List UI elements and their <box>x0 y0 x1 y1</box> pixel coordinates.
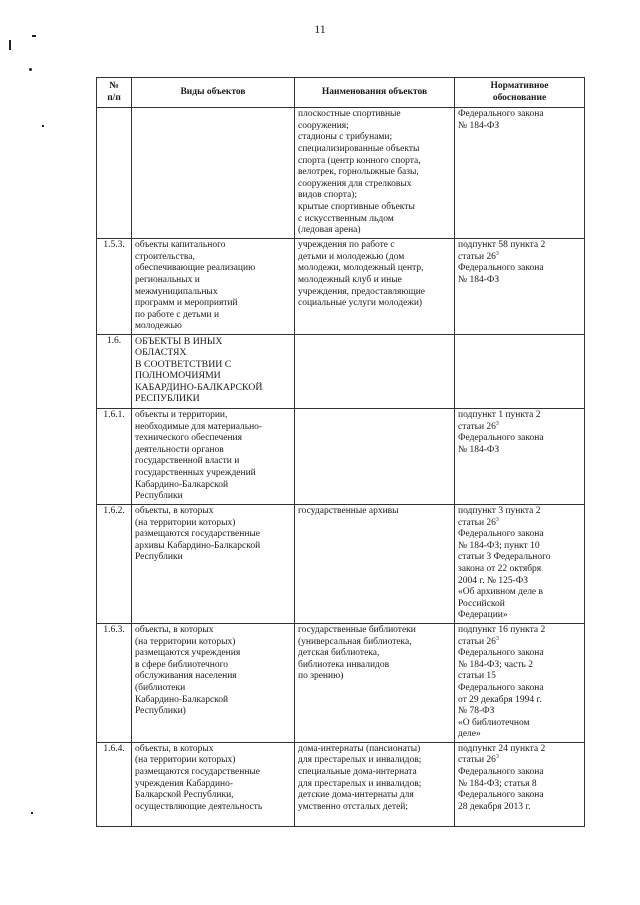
object-name: дома-интернаты (пансионаты) для престарелых и инвалидов; специальные дома-интерната для престарелых и инвалидов; детские дома-интернаты для умственно отсталых детей; <box>295 742 455 826</box>
row-number: 1.6.1. <box>97 408 132 504</box>
table-row <box>97 334 585 408</box>
object-name <box>295 334 455 408</box>
header-number: № п/п <box>97 78 132 108</box>
table-row <box>97 623 585 742</box>
table-row <box>97 408 585 504</box>
table-header-row <box>97 78 585 108</box>
normative-basis: подпункт 58 пункта 2 статьи $26^3$ Федерального закона № 184-ФЗ <box>455 239 585 335</box>
row-number <box>97 108 132 239</box>
normative-basis: подпункт 24 пункта 2 статьи $26^3$ Федерального закона № 184-ФЗ; статья 8 Федерального закона 28 декабря 2013 г. <box>455 742 585 826</box>
table-row <box>97 504 585 623</box>
objects-table <box>96 77 585 827</box>
row-number: 1.5.3. <box>97 239 132 335</box>
object-name <box>295 408 455 504</box>
row-number: 1.6.4. <box>97 742 132 826</box>
header-normative-basis: Нормативное обоснование <box>455 78 585 108</box>
normative-basis: подпункт 3 пункта 2 статьи $26^3$ Федерального закона № 184-ФЗ; пункт 10 статьи 3 Федерального закона от 22 октября 2004 г. № 125-ФЗ «Об архивном деле в Российской Федерации» <box>455 504 585 623</box>
scan-artifact <box>32 35 36 37</box>
section-title: ОБЪЕКТЫ В ИНЫХ ОБЛАСТЯХ В СООТВЕТСТВИИ С ПОЛНОМОЧИЯМИ КАБАРДИНО-БАЛКАРСКОЙ РЕСПУБЛИКИ <box>132 334 295 408</box>
normative-basis <box>455 334 585 408</box>
object-type: объекты, в которых (на территории которых) размещаются государственные учреждения Кабардино- Балкарской Республики, осуществляющие деятельность <box>132 742 295 826</box>
scan-artifact <box>31 812 33 814</box>
table-row <box>97 742 585 826</box>
normative-basis: подпункт 16 пункта 2 статьи $26^3$ Федерального закона № 184-ФЗ; часть 2 статьи 15 Федерального закона от 29 декабря 1994 г. № 78-ФЗ «О библиотечном деле» <box>455 623 585 742</box>
row-number: 1.6.2. <box>97 504 132 623</box>
page-number: 11 <box>314 22 326 36</box>
object-type: объекты, в которых (на территории которых) размещаются государственные архивы Кабардино-Балкарской Республики <box>132 504 295 623</box>
row-number: 1.6. <box>97 334 132 408</box>
object-type: объекты, в которых (на территории которых) размещаются учреждения в сфере библиотечного обслуживания населения (библиотеки Кабардино-Балкарской Республики) <box>132 623 295 742</box>
table-row <box>97 239 585 335</box>
object-name: плоскостные спортивные сооружения; стадионы с трибунами; специализированные объекты спорта (центр конного спорта, велотрек, горнолыжные базы, сооружения для стрелковых видов спорта); крытые спортивные объекты с искусственным льдом (ледовая арена) <box>295 108 455 239</box>
header-object-names: Наименования объектов <box>295 78 455 108</box>
object-name: учреждения по работе с детьми и молодежью (дом молодежи, молодежный центр, молодежный клуб и иные учреждения, предоставляющие социальные услуги молодежи) <box>295 239 455 335</box>
normative-basis: подпункт 1 пункта 2 статьи $26^3$ Федерального закона № 184-ФЗ <box>455 408 585 504</box>
scan-artifact <box>9 40 11 50</box>
row-number: 1.6.3. <box>97 623 132 742</box>
scan-artifact <box>42 125 44 127</box>
object-type <box>132 108 295 239</box>
normative-basis: Федерального закона № 184-ФЗ <box>455 108 585 239</box>
table-row <box>97 108 585 239</box>
scan-artifact <box>29 68 32 71</box>
header-object-types: Виды объектов <box>132 78 295 108</box>
object-type: объекты капитального строительства, обеспечивающие реализацию региональных и межмуниципальных программ и мероприятий по работе с детьми и молодежью <box>132 239 295 335</box>
object-name: государственные библиотеки (универсальная библиотека, детская библиотека, библиотека инвалидов по зрению) <box>295 623 455 742</box>
object-name: государственные архивы <box>295 504 455 623</box>
object-type: объекты и территории, необходимые для материально- технического обеспечения деятельности органов государственной власти и государственных учреждений Кабардино-Балкарской Республики <box>132 408 295 504</box>
